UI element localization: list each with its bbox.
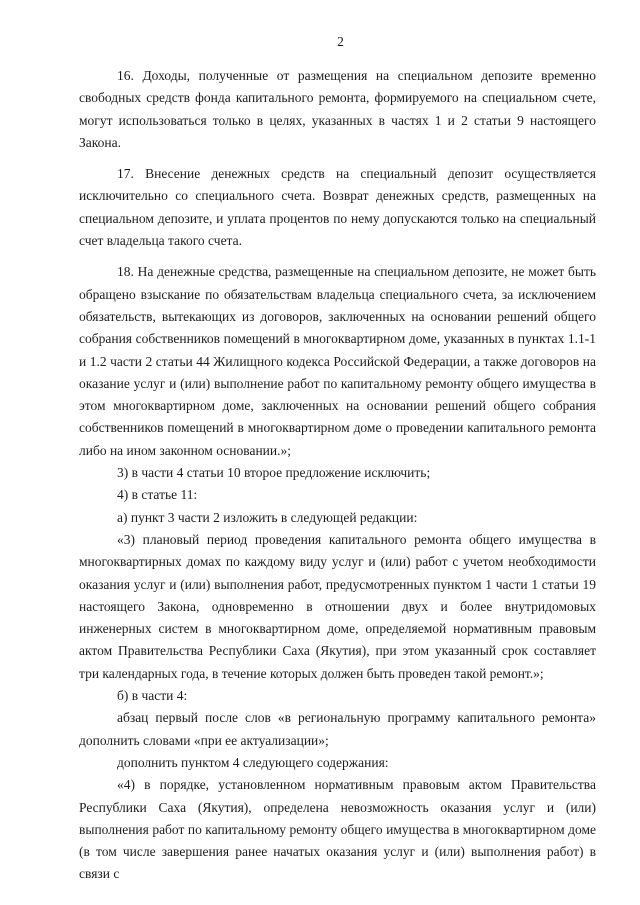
document-body (79, 65, 596, 886)
paragraph-18: 18. На денежные средства, размещенные на специальном депозите, не может быть обращено взыскание по обязательствам владельца специального счета, за исключением обязательств, вытекающих из договоров, заключенных на основании решений общего собрания собственников помещений в многоквартирном доме, указанных в пунктах 1.1-1 и 1.2 части 2 статьи 44 Жилищного кодекса Российской Федерации, а также договоров на оказание услуг и (или) выполнение работ по капитальному ремонту общего имущества в этом многоквартирном доме, заключенных на основании решений общего собрания собственников помещений в многоквартирном доме о проведении капитального ремонта либо на ином законном основании.»; (79, 264, 596, 458)
subitem-a: а) пункт 3 части 2 изложить в следующей редакции: (117, 509, 418, 525)
subitem-b: б) в части 4: (117, 688, 188, 704)
page-number: 2 (337, 34, 344, 49)
paragraph-16: 16. Доходы, полученные от размещения на специальном депозите временно свободных средств фонда капитального ремонта, формируемого на специальном счете, могут использоваться только в целях, указанных в частях 1 и 2 статьи 9 настоящего Закона. (79, 68, 596, 150)
paragraph-17: 17. Внесение денежных средств на специальный депозит осуществляется исключительно со специального счета. Возврат денежных средств, размещенных на специальном депозите, и уплата процентов по нему допускаются только на специальный счет владельца такого счета. (79, 166, 596, 249)
quoted-point-4: «4) в порядке, установленном нормативным правовым актом Правительства Республики Саха (Якутия), определена невозможность оказания услуг и (или) выполнения работ по капитальному ремонту общего имущества в многоквартирном доме (в том числе завершения ранее начатых оказания услуг и (или) выполнения работ) в связи с (79, 777, 596, 882)
add-point-4: дополнить пунктом 4 следующего содержания: (117, 754, 389, 770)
item-4-article-11: 4) в статье 11: (117, 487, 198, 503)
quoted-point-3: «3) плановый период проведения капитального ремонта общего имущества в многоквартирных домах по каждому виду услуг и (или) работ с учетом необходимости оказания услуг и (или) выполнения работ, предусмотренных пунктом 1 части 1 статьи 19 настоящего Закона, одновременно в отношении двух и более внутридомовых инженерных систем в многоквартирном доме, определяемой нормативным правовым актом Правительства Республики Саха (Якутия), при этом указанный срок составляет три календарных года, в течение которых должен быть проведен такой ремонт.»; (79, 531, 596, 681)
item-3-article-10: 3) в части 4 статьи 10 второе предложение исключить; (117, 465, 431, 481)
paragraph-first-amendment: абзац первый после слов «в региональную программу капитального ремонта» дополнить словами «при ее актуализации»; (79, 710, 596, 748)
